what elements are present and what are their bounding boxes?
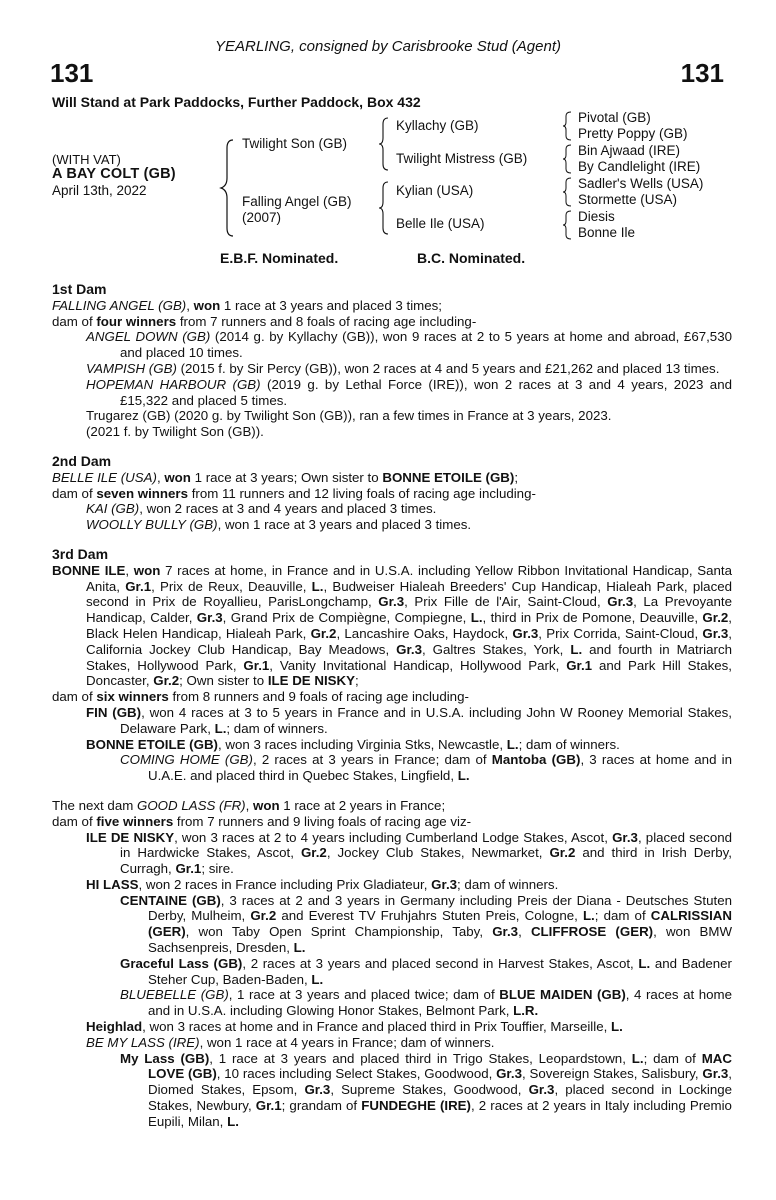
text: , won 2 races at 3 and 4 years and placed 3 times.	[139, 501, 437, 517]
produce-my-lass	[52, 1051, 732, 1130]
lot-number-right: 131	[680, 58, 724, 88]
dam-name: BELLE ILE (USA)	[52, 469, 157, 485]
text-run: , placed second in Hardwicke Stakes, Ascot,	[120, 829, 732, 861]
text: dam of	[52, 485, 97, 501]
bold-run: BONNE ETOILE (GB)	[86, 736, 218, 752]
bold-run: Gr.3	[196, 610, 223, 626]
produce-graceful-lass	[52, 956, 732, 988]
bold-run: My Lass (GB)	[120, 1050, 210, 1066]
horse-name: KAI (GB)	[86, 501, 140, 517]
bold-run: won	[133, 562, 161, 578]
bonne-ile-record	[52, 563, 732, 689]
text-run: , 3 races at home and in U.A.E. and placed third in Quebec Stakes, Lingfield,	[148, 752, 733, 784]
text-run: ; grandam of	[281, 1098, 362, 1114]
text-run: , won 3 races at home and in France and placed third in Prix Touffier, Marseille,	[142, 1019, 611, 1035]
catalogue-body	[52, 282, 732, 1130]
winners-count: seven winners	[96, 485, 189, 501]
bracket-dam	[378, 180, 392, 236]
text: (2015 f. by Sir Percy (GB)), won 2 races at 4 and 5 years and £21,262 and placed 13 times.	[176, 360, 720, 376]
produce-hopeman-harbour	[52, 377, 732, 409]
text: ;	[514, 469, 519, 485]
bold-run: L.	[311, 578, 324, 594]
text-run: , Supreme Stakes, Goodwood,	[330, 1082, 529, 1098]
produce-bonne-etoile	[52, 737, 732, 753]
text-run: , 1 race at 3 years and placed third in Trigo Stakes, Leopardstown,	[209, 1050, 632, 1066]
text-run: 7 races at home, in France and in U.S.A. including Yellow Ribbon Invitational Handicap, Santa Anita,	[86, 562, 732, 594]
bold-run: FIN (GB)	[86, 704, 142, 720]
next-dam-line	[52, 798, 732, 814]
won-label: won	[164, 469, 191, 485]
text-run: , 2 races at 3 years and placed second in Harvest Stakes, Ascot,	[242, 955, 639, 971]
sire-dam: Twilight Mistress (GB)	[396, 151, 528, 166]
text-run: , Diomed Stakes, Epsom,	[148, 1066, 732, 1098]
bold-run: Gr.3	[496, 1066, 522, 1082]
text-run: ; dam of	[643, 1050, 702, 1066]
produce-coming-home	[52, 752, 732, 784]
produce-angel-down	[52, 329, 732, 361]
text-run: , Prix Corrida, Saint-Cloud,	[538, 625, 703, 641]
text: from 7 runners and 8 foals of racing age including-	[176, 313, 477, 329]
text-run: , Vanity Invitational Handicap, Hollywood Park,	[269, 657, 567, 673]
first-dam-heading: 1st Dam	[52, 281, 107, 297]
bracket-g3	[562, 176, 574, 208]
text: 1 race at 3 years; Own sister to	[190, 469, 383, 485]
text-run: , Budweiser Hialeah Breeders' Cup Handicap, Hialeah Park, placed second in Prix de Royallieu, ParisLongchamp,	[86, 578, 733, 610]
text-run: , won 4 races at 3 to 5 years in France and in U.S.A. including John W Rooney Memorial Stakes, Delaware Park,	[120, 704, 732, 736]
horse-name: VAMPISH (GB)	[86, 360, 177, 376]
bold-run: Gr.3	[378, 594, 405, 610]
produce-bluebelle	[52, 987, 732, 1019]
dam-sire: Kylian (USA)	[396, 183, 474, 198]
text-run: , Prix de Reux, Deauville,	[151, 578, 312, 594]
text-run: and third in Irish Derby, Curragh,	[120, 845, 732, 877]
bold-run: Gr.2	[702, 610, 729, 626]
produce-trugarez: Trugarez (GB) (2020 g. by Twilight Son (GB)), ran a few times in France at 3 years, 2023.	[86, 408, 612, 424]
text-run: ; dam of	[594, 908, 651, 924]
bold-run: BONNE ILE	[52, 562, 126, 578]
bracket-gen1	[219, 138, 239, 238]
second-dam-heading: 2nd Dam	[52, 452, 112, 469]
text: ,	[186, 297, 194, 313]
bold-run: Gr.3	[396, 641, 422, 657]
ebf-nomination: E.B.F. Nominated.	[220, 250, 339, 266]
bold-run: Gr.3	[431, 876, 458, 892]
text-run: ; dam of winners.	[518, 736, 620, 752]
ds-dam: Stormette (USA)	[578, 192, 678, 207]
text: from 11 runners and 12 living foals of racing age including-	[188, 485, 536, 501]
bold-run: Gr.3	[304, 1082, 331, 1098]
text-run: from 7 runners and 9 living foals of racing age viz-	[173, 813, 472, 829]
consignment-line: YEARLING, consigned by Carisbrooke Stud (Agent)	[214, 38, 561, 55]
text: 1 race at 3 years and placed 3 times;	[220, 297, 442, 313]
horse-name: WOOLLY BULLY (GB)	[86, 517, 218, 533]
bold-run: L.	[311, 971, 324, 987]
bold-run: L.	[293, 940, 306, 956]
bold-run: Gr.1	[125, 578, 152, 594]
bold-run: won	[253, 797, 280, 813]
text-run: , Sovereign Stakes, Salisbury,	[521, 1066, 703, 1082]
italic-run: BLUEBELLE (GB)	[120, 987, 229, 1003]
ds-sire: Sadler's Wells (USA)	[578, 176, 704, 191]
bold-run: L.	[638, 955, 651, 971]
foaling-date: April 13th, 2022	[52, 183, 147, 198]
text-run: ; dam of winners.	[226, 720, 328, 736]
bold-run: CLIFFROSE (GER)	[530, 924, 654, 940]
bold-run: Gr.3	[607, 594, 634, 610]
text-run: ,	[245, 797, 253, 813]
bc-nomination: B.C. Nominated.	[417, 250, 526, 266]
text-run: ; Own sister to	[179, 673, 268, 689]
text: dam of	[52, 313, 97, 329]
text: ,	[156, 469, 165, 485]
produce-centaine	[52, 893, 732, 956]
bold-run: Gr.2	[153, 673, 180, 689]
bold-run: Gr.3	[512, 625, 539, 641]
text-run: , won 3 races including Virginia Stks, Newcastle,	[218, 736, 507, 752]
bracket-g1	[562, 110, 574, 142]
bold-run: L.	[631, 1050, 644, 1066]
ss-sire: Pivotal (GB)	[578, 110, 651, 125]
bold-run: Gr.2	[310, 625, 337, 641]
text-run: , 10 races including Select Stakes, Goodwood,	[216, 1066, 497, 1082]
text-run: , won 2 races in France including Prix Gladiateur,	[138, 876, 432, 892]
horse-name: ANGEL DOWN (GB)	[86, 329, 211, 345]
italic-run: BE MY LASS (IRE)	[86, 1034, 200, 1050]
winners-count: four winners	[96, 313, 177, 329]
second-dam-line	[52, 470, 732, 486]
text-run: from 8 runners and 9 foals of racing age including-	[168, 689, 469, 705]
sister-name: BONNE ETOILE (GB)	[382, 469, 515, 485]
bold-run: Gr.2	[549, 845, 576, 861]
produce-hi-lass	[52, 877, 732, 893]
dd-dam: Bonne Ile	[578, 225, 636, 240]
text-run: , California Jockey Club Handicap, Bay Meadows,	[86, 625, 732, 657]
dam-dam: Belle Ile (USA)	[396, 216, 485, 231]
bold-run: MAC LOVE (GB)	[148, 1050, 733, 1082]
text-run: , 3 races at 2 and 3 years in Germany including Preis der Diana - Deutsches Stuten Derby, Mulheim,	[148, 892, 732, 924]
bold-run: L.	[582, 908, 595, 924]
sire: Twilight Son (GB)	[242, 136, 348, 151]
text-run: and Badener Steher Cup, Baden-Baden,	[148, 955, 732, 987]
dd-sire: Diesis	[578, 209, 615, 224]
text-run: 1 race at 2 years in France;	[279, 797, 446, 813]
text-run: , won 1 race at 4 years in France; dam of winners.	[199, 1034, 495, 1050]
produce-woolly-bully	[52, 517, 732, 533]
text-run: dam of	[52, 813, 97, 829]
text-run: and Everest TV Fruhjahrs Stuten Preis, Cologne,	[276, 908, 583, 924]
horse-name: A BAY COLT (GB)	[52, 166, 176, 182]
text-run: , placed second in Lockinge Stakes, Newbury,	[148, 1082, 733, 1114]
bold-run: Gr.1	[255, 1098, 282, 1114]
text-run: and Park Hill Stakes, Doncaster,	[86, 657, 732, 689]
produce-kai	[52, 501, 732, 517]
produce-fin	[52, 705, 732, 737]
bold-run: L.	[470, 610, 483, 626]
bold-run: ILE DE NISKY	[267, 673, 355, 689]
third-dam-produce-summary	[52, 689, 732, 705]
bold-run: L.	[611, 1019, 623, 1035]
text-run: ,	[125, 562, 134, 578]
bold-run: Gr.1	[566, 657, 593, 673]
sire-sire: Kyllachy (GB)	[396, 118, 479, 133]
bold-run: L.	[506, 736, 519, 752]
bold-run: Gr.3	[612, 829, 638, 845]
dam-name: FALLING ANGEL (GB)	[52, 297, 187, 313]
bold-run: six winners	[96, 689, 169, 705]
bold-run: Gr.2	[250, 908, 277, 924]
third-dam-heading: 3rd Dam	[52, 545, 109, 562]
first-dam-produce-summary	[52, 314, 732, 330]
text-run: , Black Helen Handicap, Hialeah Park,	[86, 610, 732, 641]
text-run: , third in Prix de Pomone, Deauville,	[482, 610, 703, 626]
text-run: , Jockey Club Stakes, Newmarket,	[326, 845, 550, 861]
lot-number-left: 131	[50, 58, 94, 88]
text-run: , won BMW Sachsenpreis, Dresden,	[148, 924, 732, 956]
bold-run: five winners	[96, 813, 174, 829]
bold-run: ILE DE NISKY	[86, 829, 175, 845]
next-dam-produce-summary	[52, 814, 732, 830]
text-run: , 2 races at 3 years in France; dam of	[252, 752, 492, 768]
text-run: , 2 races at 2 years in Italy including Premio Eupili, Milan,	[148, 1098, 732, 1129]
sd-dam: By Candlelight (IRE)	[578, 159, 701, 174]
text-run: , won 3 races at 2 to 4 years including Cumberland Lodge Stakes, Ascot,	[174, 829, 613, 845]
won-label: won	[193, 297, 221, 313]
text: , won 1 race at 3 years and placed 3 times.	[217, 517, 472, 533]
produce-ile-de-nisky	[52, 830, 732, 877]
bracket-g4	[562, 209, 574, 241]
text-run: , Grand Prix de Compiègne, Compiegne,	[222, 610, 471, 626]
text: (2014 g. by Kyllachy (GB)), won 9 races at 2 to 5 years at home and abroad, £67,530 and placed 10 times.	[120, 329, 732, 361]
bold-run: L.	[214, 720, 227, 736]
bold-run: Gr.1	[175, 861, 202, 877]
text-run: , Prix Fille de l'Air, Saint-Cloud,	[404, 594, 608, 610]
text-run: ; sire.	[201, 861, 234, 877]
bold-run: Heighlad	[86, 1019, 143, 1035]
text-run: , Lancashire Oaks, Haydock,	[336, 625, 513, 641]
italic-run: COMING HOME (GB)	[120, 752, 253, 768]
italic-run: GOOD LASS (FR)	[137, 797, 246, 813]
bold-run: Gr.3	[528, 1082, 555, 1098]
bold-run: FUNDEGHE (IRE)	[361, 1098, 471, 1114]
horse-name: HOPEMAN HARBOUR (GB)	[86, 376, 261, 392]
bold-run: Gr.3	[492, 924, 519, 940]
produce-be-my-lass	[52, 1035, 732, 1051]
first-dam-line	[52, 298, 732, 314]
dam-year: (2007)	[242, 210, 282, 225]
text-run: , Galtres Stakes, York,	[421, 641, 571, 657]
text-run: and fourth in Matriarch Stakes, Hollywood Park,	[86, 641, 732, 673]
text-run: , won Taby Open Sprint Championship, Taby,	[185, 924, 493, 940]
bracket-g2	[562, 143, 574, 175]
bold-run: Gr.1	[243, 657, 270, 673]
bold-run: Gr.3	[702, 1066, 729, 1082]
text-run: , La Prevoyante Handicap, Calder,	[86, 594, 733, 626]
bold-run: Gr.2	[300, 845, 327, 861]
text-run: ; dam of winners.	[457, 876, 559, 892]
bold-run: L.R.	[513, 1003, 539, 1019]
bold-run: CALRISSIAN (GER)	[148, 908, 733, 940]
produce-heighlad	[52, 1019, 732, 1035]
bold-run: Graceful Lass (GB)	[120, 955, 243, 971]
bold-run: L.	[227, 1113, 239, 1129]
bold-run: L.	[457, 768, 470, 784]
second-dam-produce-summary	[52, 486, 732, 502]
text-run: ;	[355, 673, 359, 689]
text: (2019 g. by Lethal Force (IRE)), won 2 races at 3 and 4 years, 2023 and £15,322 and placed 5 times.	[120, 376, 732, 408]
bold-run: Mantoba (GB)	[491, 752, 581, 768]
text-run: dam of	[52, 689, 97, 705]
bold-run: BLUE MAIDEN (GB)	[499, 987, 626, 1003]
text-run: , 1 race at 3 years and placed twice; dam of	[228, 987, 500, 1003]
text-run: The next dam	[52, 797, 137, 813]
dam: Falling Angel (GB)	[242, 194, 352, 209]
vat-note: (WITH VAT)	[52, 152, 121, 167]
bold-run: Gr.3	[702, 625, 729, 641]
ss-dam: Pretty Poppy (GB)	[578, 126, 688, 141]
text-run: ,	[518, 924, 531, 940]
produce-vampish	[52, 361, 732, 377]
bold-run: L.	[570, 641, 583, 657]
bracket-sire	[378, 116, 392, 172]
bold-run: HI LASS	[86, 876, 139, 892]
stand-location: Will Stand at Park Paddocks, Further Paddock, Box 432	[52, 94, 421, 110]
produce-2021: (2021 f. by Twilight Son (GB)).	[86, 424, 264, 440]
text-run: , 4 races at home and in U.S.A. including Glowing Honor Stakes, Belmont Park,	[148, 987, 732, 1019]
sd-sire: Bin Ajwaad (IRE)	[578, 143, 681, 158]
bold-run: CENTAINE (GB)	[120, 892, 221, 908]
